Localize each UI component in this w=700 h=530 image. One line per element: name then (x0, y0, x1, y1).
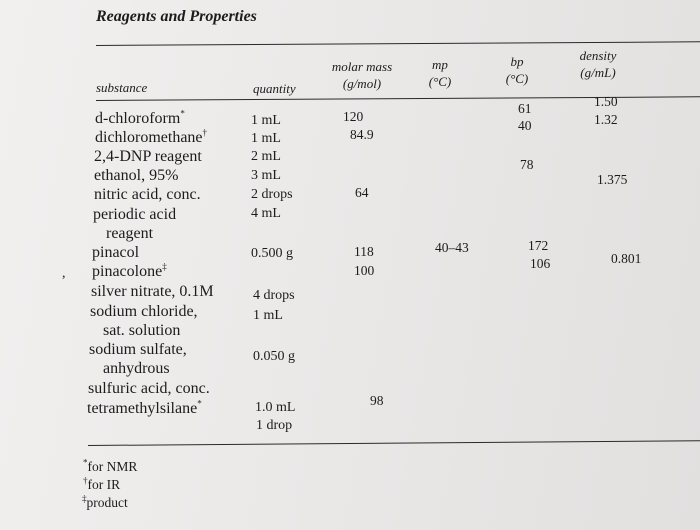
page-title: Reagents and Properties (96, 8, 257, 25)
header-mp (420, 56, 460, 90)
substance-name: d-chloroform* (95, 108, 185, 127)
mp-cell: 40–43 (435, 240, 469, 255)
quantity-cell: 1 mL (251, 131, 281, 146)
substance-name: pinacolone‡ (92, 261, 167, 280)
quantity-cell: 1.0 mL (255, 400, 296, 415)
quantity-cell: 1 mL (253, 308, 283, 323)
substance-name: tetramethylsilane* (87, 398, 202, 417)
substance-name: pinacol (92, 244, 140, 261)
footnote: ‡product (82, 493, 128, 510)
density-cell: 0.801 (611, 251, 642, 266)
bottom-rule (88, 440, 700, 446)
molar-mass-cell: 64 (355, 185, 369, 200)
header-substance: substance (96, 80, 148, 95)
quantity-cell: 4 drops (253, 288, 295, 303)
top-rule (96, 41, 700, 46)
header-molar-mass (322, 58, 402, 92)
density-cell: 1.32 (594, 112, 618, 127)
header-molar-mass-line2: (g/mol) (342, 76, 382, 91)
molar-mass-cell: 120 (343, 109, 364, 124)
margin-mark: , (62, 266, 66, 281)
header-bp (497, 53, 537, 87)
header-density-line2: (g/mL) (580, 65, 616, 80)
header-molar-mass-line1: molar mass (331, 59, 393, 74)
molar-mass-cell: 100 (354, 263, 375, 278)
quantity-cell: 1 drop (256, 418, 293, 433)
header-mp-line2: (°C) (428, 74, 452, 89)
quantity-cell: 3 mL (251, 168, 281, 183)
bp-cell: 61 (518, 101, 532, 116)
substance-name: dichloromethane† (95, 127, 208, 146)
substance-name: ethanol, 95% (94, 167, 179, 184)
footnote: †for IR (83, 475, 121, 492)
header-bp-line2: (°C) (505, 71, 529, 86)
substance-name: periodic acid (93, 206, 177, 223)
substance-name: sulfuric acid, conc. (88, 380, 210, 397)
quantity-cell: 4 mL (251, 206, 281, 221)
substance-name-continued: anhydrous (103, 360, 170, 377)
density-cell: 1.50 (594, 94, 618, 109)
substance-name: 2,4-DNP reagent (94, 148, 202, 165)
molar-mass-cell: 118 (354, 244, 374, 259)
quantity-cell: 0.050 g (253, 349, 295, 364)
substance-name-continued: sat. solution (103, 322, 181, 339)
substance-name: sodium chloride, (90, 303, 198, 320)
header-density (568, 47, 628, 81)
header-density-line1: density (579, 48, 617, 63)
quantity-cell: 1 mL (251, 113, 281, 128)
molar-mass-cell: 84.9 (350, 127, 374, 142)
bp-cell: 106 (530, 256, 551, 271)
quantity-cell: 0.500 g (251, 246, 293, 261)
header-quantity: quantity (253, 81, 296, 96)
density-cell: 1.375 (597, 172, 628, 187)
quantity-cell: 2 drops (251, 187, 293, 202)
substance-name: nitric acid, conc. (94, 186, 201, 203)
molar-mass-cell: 98 (370, 393, 384, 408)
bp-cell: 40 (518, 118, 532, 133)
header-mp-line1: mp (432, 57, 448, 72)
quantity-cell: 2 mL (251, 149, 281, 164)
header-bp-line1: bp (510, 54, 524, 69)
footnote: *for NMR (83, 457, 138, 474)
bp-cell: 172 (528, 238, 549, 253)
substance-name-continued: reagent (106, 225, 154, 242)
substance-name: silver nitrate, 0.1M (91, 283, 214, 300)
bp-cell: 78 (520, 157, 534, 172)
substance-name: sodium sulfate, (89, 341, 187, 358)
